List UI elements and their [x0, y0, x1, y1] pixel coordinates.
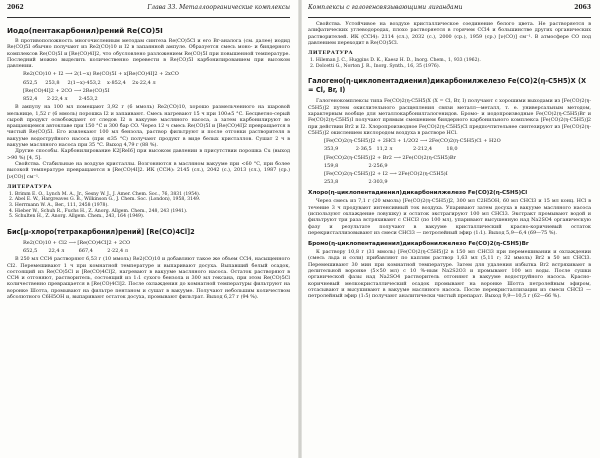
equation-2: [Re(CO)4I]2 + 2CO ⟶ 2Re(CO)5I: [23, 87, 110, 94]
equation-2-masses: 852,4 2·22,4 л 2·453,2: [23, 96, 98, 103]
equation-4: [Fe(CO)2(η-C5H5)]2 + 2HCl + 1/2O2 ⟶ 2Fe(CO)2(η-C5H5)Cl + H2O: [324, 138, 501, 145]
paragraph-chloro: Через смесь из 7,1 г (20 ммоль) [Fe(CO)2(η-C5H5)]2, 300 мл C2H5OH, 60 мл CHCl3 и 15 мл конц. HCl в течение 3 ч продувают интенсивный ток воздуха. Упаривают затем досуха в вакууме масляного насоса (используют охлаждение ловушку) и остаток экстрагируют 100 мл CHCl3. Экстракт промывают водой и фильтруют три раза встряхивают с CHCl3 (по 100 мл), упаривают высушенную над Na2SO4 органическую фазу и результате получают в вакууме кристаллический красно-коричневый остаток перекристаллизовывают из смеси CHCl3 — петролейный эфир (1:1). Выход 5,9—6,4 (69—75 %).: [308, 198, 591, 236]
paragraph-properties: Свойства. Стабильные на воздухе кристаллы. Возгоняются в масляном вакууме при <60 °C, при более высокой температуре превращаются в [Re(CO)4I]2. ИК (CCl4): 2145 (сл.), 2042 (с.), 2013 (сл.), 1987 (ср.) [ν(CO)] см⁻¹.: [7, 160, 290, 180]
subsection-title-chloro: Хлоро(η-циклопентадиенил)дикарбонилжелезо Fe(CO)2(η-C5H5)Cl: [308, 190, 528, 197]
equation-5: [Fe(CO)2(η-C5H5)]2 + Br2 ⟶ 2Fe(CO)2(η-C5H5)Br: [324, 154, 456, 161]
paragraph-halogeno-intro: Галогенокомплексы типа Fe(CO)2(η-C5H5)X (X = Cl, Br, I) получают с хорошими выходами из [Fe(CO)2(η-C5H5)]2 путем окислительного расщепления связи металл—металл, т. е. универсальным методом, характерным вообще для металлокарбонилгалогенидов. Бромо- и иодопроизводные Fe(CO)2(η-C5H5)Br и Fe(CO)2(η-C5H5)I получают прямым смешением биядерного карбонильного комплекса [Fe(CO)2(η-C5H5)]2 при действии Br2 и I2. Хлоропроизводное Fe(CO)2(η-C5H5)Cl предпочтительнее синтезируют из [Fe(CO)2(η-C5H5)]2 окислением кислородом воздуха в растворе HCl.: [308, 98, 591, 136]
reference-item: 2. Dolcetti G., Norton J. R., Inorg. Synth., 16, 35 (1976).: [310, 63, 441, 69]
equation-3-masses: 652,5 22,4 л 667,4 2·22,4 л: [23, 248, 128, 255]
paragraph-intro: В противоположность многочисленным методам синтеза Re(CO)5Cl и его Br-аналога (см. далее) иодид Re(CO)5I обычно получают из Re2(CO)10 и I2 в запаянной ампуле. Образуется смесь моно- и биядерного комплексов Re(CO)5I и [Re(CO)4I]2, что обусловлено разложением Re(CO)5I при повышенной температуре. Последний можно выделить количественно перевести в Re(CO)5I карбонилированием при высоком давлении.: [7, 38, 290, 70]
left-page: [7, 0, 290, 458]
book-gutter: [298, 0, 302, 458]
reference-item: 5. Schulten H., Z. Anorg. Allgem. Chem., 243, 164 (1949).: [9, 214, 145, 220]
equation-6-masses: 253,8 2·303,9: [324, 179, 388, 186]
page-number-left: 2062: [7, 4, 24, 11]
paragraph-bromo: К раствору 10,8 г (31 ммоль) [Fe(CO)2(η-C5H5)]2 в 150 мл CHCl3 при перемешивании и охлаждении (смесь льда и соли) прибавляют по каплям раствор 1,63 мл (5,11 г; 32 ммоль) Br2 в 50 мл CHCl3. Перемешивают 30 мин при комнатной температуре. Затем для удаления избытка Br2 встряхивают в делительной воронке (5×50 мл) с 10 %-ным Na2S2O3 и промывают 100 мл воды. После сушки органической фазы над Na2SO4 растворитель отгоняют в вакууме водоструйного насоса. Красно-коричневый мелкокристаллический осадок промывают на воронке Шотта петролейным эфиром, отсасывают и высушивают в вакууме масляного насоса. После перекристаллизации из смеси CHCl3 — петролейный эфир (1:5) получают аналитически чистый препарат. Выход 9,9—10,5 г (62—66 %).: [308, 249, 591, 300]
reference-item: 3. Herrmann W. A., Ber., 111, 2458 (1978).: [9, 203, 109, 209]
reference-item: 4. Hieber W., Schuh R., Fuchs H., Z. Anorg. Allgem. Chem., 248, 243 (1941).: [9, 208, 188, 214]
paragraph-procedure-2: В 250 мл CCl4 растворяют 6,53 г (10 ммоль) Re2(CO)10 и добавляют такое же объем CCl4, насыщенного Cl2. Перемешивают 1 ч при комнатной температуре и выпаривают досуха. Выпавший белый осадок, состоящий из Re(CO)5Cl и [Re(CO)4Cl]2, нагревают в вакууме масляного насоса. Остаток растворяют в CCl4 и отгоняют, растворитель, состоящий из 1:1 сухого бензола и 300 мл гексана, при этом Re(CO)5Cl количественно превращается в [Re(CO)4Cl]2. После охлаждения до комнатной температуры фильтруют на воронке Шотта, промывают на фильтре пентаном и сушат в вакууме. Получают небольшим количеством абсолютного C6H5OH и, выпаривают остаток досуха, промывают фильтрат. Выход 6,27 г (94 %).: [7, 256, 290, 301]
equation-1: Re2(CO)10 + I2 ⟶ 2(1−x) Re(CO)5I + x[Re(CO)4I]2 + 2xCO: [23, 71, 179, 78]
reference-item: 1. Brimm E. O., Lynch M. A., Jr., Sesny W. J., J. Amer. Chem. Soc., 76, 3831 (1954).: [9, 191, 201, 197]
reference-item: 1. Hileman J. C., Huggins D. K., Kaesz H. D., Inorg. Chem., 1, 933 (1962).: [310, 58, 481, 64]
section-title-halogeno-iron: Галогено(η-циклопентадиенил)дикарбонилжелезо Fe(CO)2(η-C5H5)X (X = Cl, Br, I): [308, 77, 587, 95]
references-heading-left: ЛИТЕРАТУРА: [7, 183, 53, 190]
running-head-right-title: Комплексы с галогенсвязывающими лигандами: [308, 4, 463, 11]
right-page: [308, 0, 591, 458]
equation-3: Re2(CO)10 + Cl2 ⟶ [Re(CO)4Cl]2 + 2CO: [23, 239, 131, 246]
equation-4-masses: 353,9 2·36,5 11,2 л 2·212,4 18,0: [324, 146, 458, 153]
running-head-right: [308, 4, 591, 18]
subsection-title-bromo: Бромо(η-циклопентадиенил)дикарбонилжелезо Fe(CO)2(η-C5H5)Br: [308, 241, 529, 248]
paragraph-alt-method: Другие способы. Карбонилирование K2[ReI6] при высоком давлении в присутствии порошка Cu (выход >90 %) [4, 5].: [7, 148, 290, 161]
running-head-left: [7, 4, 290, 18]
reference-list-left: [7, 192, 290, 220]
section-title-iodo: Иодо(пентакарбонил)рений Re(CO)5I: [7, 26, 163, 35]
page-number-right: 2063: [574, 4, 591, 11]
paragraph-properties-right: Свойства. Устойчивое на воздухе кристаллическое соединение белого цвета. Не растворяется в алифатических углеводородах, плохо растворяется в горячем CCl4 и большинстве других органических растворителей. ИК (CCl4): 2114 (сл.), 2032 (с.), 2000 (ср.), 1959 (ср.) [ν(CO)] см⁻¹. В атмосфере CO под давлением переходит в Re(CO)5Cl.: [308, 21, 591, 46]
equation-6: [Fe(CO)2(η-C5H5)]2 + I2 ⟶ 2Fe(CO)2(η-C5H5)I: [324, 170, 448, 177]
running-head-left-title: Глава 33. Металлоорганические комплексы: [147, 4, 290, 11]
reference-item: 2. Abel E. W., Hargreaves G. B., Wilkinson G., J. Chem. Soc. (London), 1958, 3149.: [9, 197, 201, 203]
paragraph-procedure: В ампулу на 100 мл помещают 3,92 г (6 ммоль) Re2(CO)10, хорошо размельченного на шаровой мельнице, 1,52 г (6 ммоль) порошка I2 и запаивают. Смесь нагревают 15 ч при 100±5 °C. Бесцветно-серый сырой продукт освобождают от следов I2 в вакууме масляного насоса, а затем карбонилируют во вращающемся автоклаве при 150 °C и 300 бар CO. Через 12 ч смесь Re(CO)5I и [Re(CO)4I]2 превращается в чистый Re(CO)5I. Его извлекают 100 мл бензола, раствор фильтруют и после отгонки растворителя в вакууме водоструйного насоса (при ≤35 °C) получают продукт в виде белых кристаллов. Сушат 2 ч в вакууме масляного насоса при 35 °C. Выход 4,79 г (88 %).: [7, 104, 290, 149]
reference-list-right: [308, 58, 591, 69]
section-title-chloro-dimer: Бис[μ-хлоро(тетракарбонил)рений] [Re(CO)4Cl]2: [7, 227, 195, 236]
equation-5-masses: 159,8 2·256,9: [324, 162, 388, 169]
references-heading-right: ЛИТЕРАТУРА: [308, 50, 354, 57]
equation-1-masses: 652,5 253,8 2(1−x)·453,2 x·852,4 2x·22,4 л: [23, 79, 156, 86]
